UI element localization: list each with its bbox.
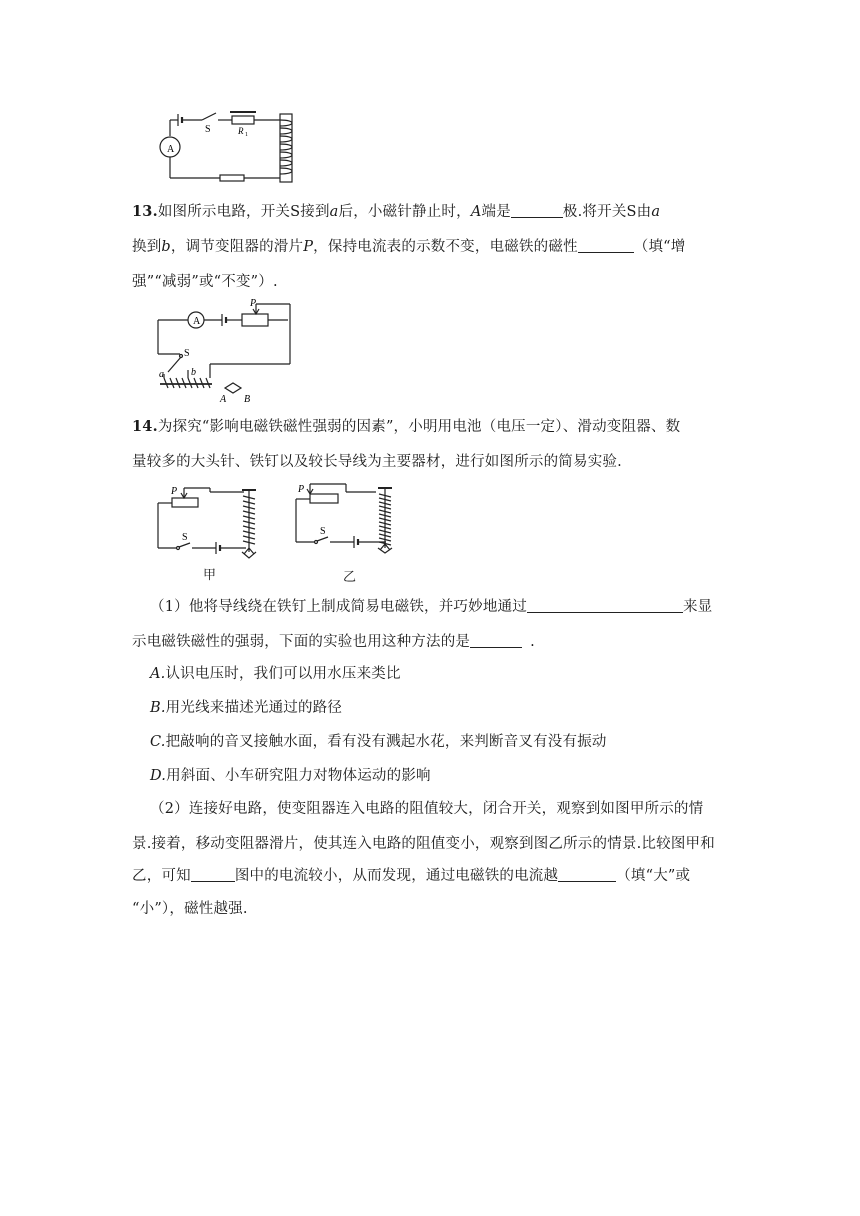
q14-p1-line-1: （1）他将导线绕在铁钉上制成简易电磁铁，并巧妙地通过 来显 — [150, 599, 713, 615]
option-b: B.用光线来描述光通过的路径 — [150, 700, 343, 716]
svg-text:S: S — [184, 348, 190, 359]
q13-line-1: 13.如图所示电路，开关S接到a后，小磁针静止时，A端是 极.将开关S由a — [132, 203, 661, 220]
svg-text:R: R — [238, 126, 244, 136]
svg-text:a: a — [159, 369, 164, 380]
answer-blank[interactable] — [470, 633, 522, 648]
svg-text:A: A — [167, 144, 175, 155]
svg-text:P: P — [171, 486, 178, 497]
q14-line-2: 量较多的大头针、铁钉以及较长导线为主要器材，进行如图所示的简易实验. — [132, 454, 622, 470]
q13-line-2: 换到b，调节变阻器的滑片P，保持电流表的示数不变，电磁铁的磁性 （填“增 — [132, 239, 686, 255]
svg-text:S: S — [320, 526, 326, 537]
q13-line-3: 强”“减弱”或“不变”）. — [132, 274, 278, 290]
answer-blank[interactable] — [191, 867, 235, 882]
svg-text:b: b — [191, 367, 196, 378]
svg-text:P: P — [250, 298, 257, 309]
q14-p1-line-2: 示电磁铁磁性的强弱，下面的实验也用这种方法的是 . — [132, 634, 535, 650]
svg-text:A: A — [220, 394, 227, 404]
circuit-figure-3 — [150, 482, 410, 592]
svg-text:S: S — [182, 532, 188, 543]
figure-caption-jia: 甲 — [203, 568, 217, 583]
q14-p2-line-1: （2）连接好电路，使变阻器连入电路的阻值较大，闭合开关，观察到如图甲所示的情 — [150, 801, 704, 817]
q14-p2-line-4: “小”），磁性越强. — [132, 901, 248, 917]
option-c: C.把敲响的音叉接触水面，看有没有溅起水花，来判断音叉有没有振动 — [150, 734, 607, 750]
svg-text:B: B — [244, 394, 251, 404]
q14-line-1: 14.为探究“影响电磁铁磁性强弱的因素”，小明用电池（电压一定）、滑动变阻器、数 — [132, 418, 681, 435]
option-a: A.认识电压时，我们可以用水压来类比 — [150, 666, 401, 682]
circuit-figure-1 — [150, 108, 310, 188]
answer-blank[interactable] — [527, 598, 683, 613]
svg-text:1: 1 — [245, 132, 248, 138]
answer-blank[interactable] — [578, 238, 634, 253]
svg-text:S: S — [205, 124, 211, 135]
circuit-figure-2 — [150, 296, 300, 404]
q14-p2-line-3: 乙，可知 图中的电流较小，从而发现，通过电磁铁的电流越 （填“大”或 — [132, 868, 691, 884]
answer-blank[interactable] — [558, 867, 616, 882]
option-d: D.用斜面、小车研究阻力对物体运动的影响 — [150, 768, 431, 784]
svg-text:A: A — [193, 316, 201, 327]
q14-p2-line-2: 景.接着，移动变阻器滑片，使其连入电路的阻值变小，观察到图乙所示的情景.比较图甲和 — [132, 836, 715, 852]
svg-text:P: P — [298, 484, 305, 495]
figure-caption-yi: 乙 — [343, 570, 357, 585]
answer-blank[interactable] — [511, 203, 563, 218]
